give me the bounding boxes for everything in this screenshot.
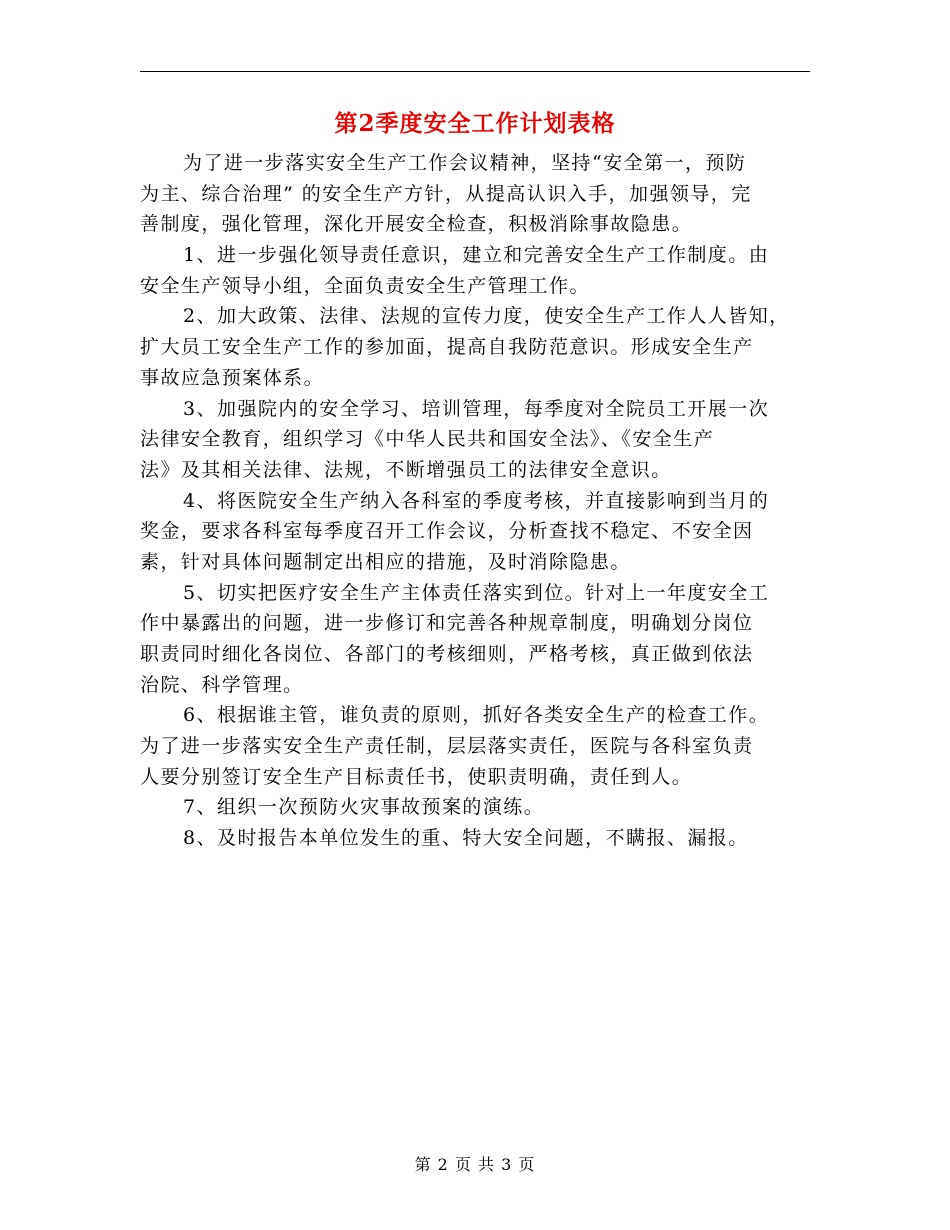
paragraph-line: 1、进一步强化领导责任意识，建立和完善安全生产工作制度。由 xyxy=(183,244,770,267)
page-number: 第 2 页 共 3 页 xyxy=(414,1155,536,1174)
paragraph-line: 素，针对具体问题制定出相应的措施，及时消除隐患。 xyxy=(140,550,631,573)
paragraph-line: 扩大员工安全生产工作的参加面，提高自我防范意识。形成安全生产 xyxy=(140,336,754,359)
paragraph-line: 法律安全教育，组织学习《中华人民共和国安全法》、《安全生产 xyxy=(140,428,715,451)
paragraph-line: 人要分别签订安全生产目标责任书，使职责明确，责任到人。 xyxy=(140,765,693,788)
paragraph-line: 4、将医院安全生产纳入各科室的季度考核，并直接影响到当月的 xyxy=(183,489,770,512)
paragraph-line: 治院、科学管理。 xyxy=(140,673,304,696)
paragraph-line: 6、根据谁主管，谁负责的原则，抓好各类安全生产的检查工作。 xyxy=(183,704,770,727)
paragraph-line: 作中暴露出的问题，进一步修订和完善各种规章制度，明确划分岗位 xyxy=(140,612,754,635)
paragraph-line: 奖金，要求各科室每季度召开工作会议，分析查找不稳定、不安全因 xyxy=(140,520,754,543)
document-title: 第2季度安全工作计划表格 xyxy=(334,110,616,137)
paragraph-line: 善制度，强化管理，深化开展安全检查，积极消除事故隐患。 xyxy=(140,213,693,236)
paragraph-line: 为了进一步落实安全生产工作会议精神，坚持“安全第一，预防 xyxy=(183,152,747,174)
paragraph-line: 为了进一步落实安全生产责任制，层层落实责任，医院与各科室负责 xyxy=(140,735,754,758)
paragraph-line: 法》及其相关法律、法规，不断增强员工的法律安全意识。 xyxy=(140,458,672,481)
paragraph-line: 安全生产领导小组，全面负责安全生产管理工作。 xyxy=(140,274,590,297)
paragraph-line: 8、及时报告本单位发生的重、特大安全问题，不瞒报、漏报。 xyxy=(183,827,749,850)
paragraph-line: 7、组织一次预防火灾事故预案的演练。 xyxy=(183,796,545,819)
header-rule xyxy=(140,71,810,72)
document-body xyxy=(140,148,810,854)
paragraph-line: 5、切实把医疗安全生产主体责任落实到位。针对上一年度安全工 xyxy=(183,581,770,604)
paragraph-line: 3、加强院内的安全学习、培训管理，每季度对全院员工开展一次 xyxy=(183,397,770,420)
paragraph-line: 事故应急预案体系。 xyxy=(140,366,325,389)
paragraph-line: 2、加大政策、法律、法规的宣传力度，使安全生产工作人人皆知， xyxy=(183,305,790,328)
paragraph-line: 职责同时细化各岗位、各部门的考核细则，严格考核，真正做到依法 xyxy=(140,643,754,665)
paragraph-line: 为主、综合治理” 的安全生产方针，从提高认识入手，加强领导，完 xyxy=(140,182,752,205)
